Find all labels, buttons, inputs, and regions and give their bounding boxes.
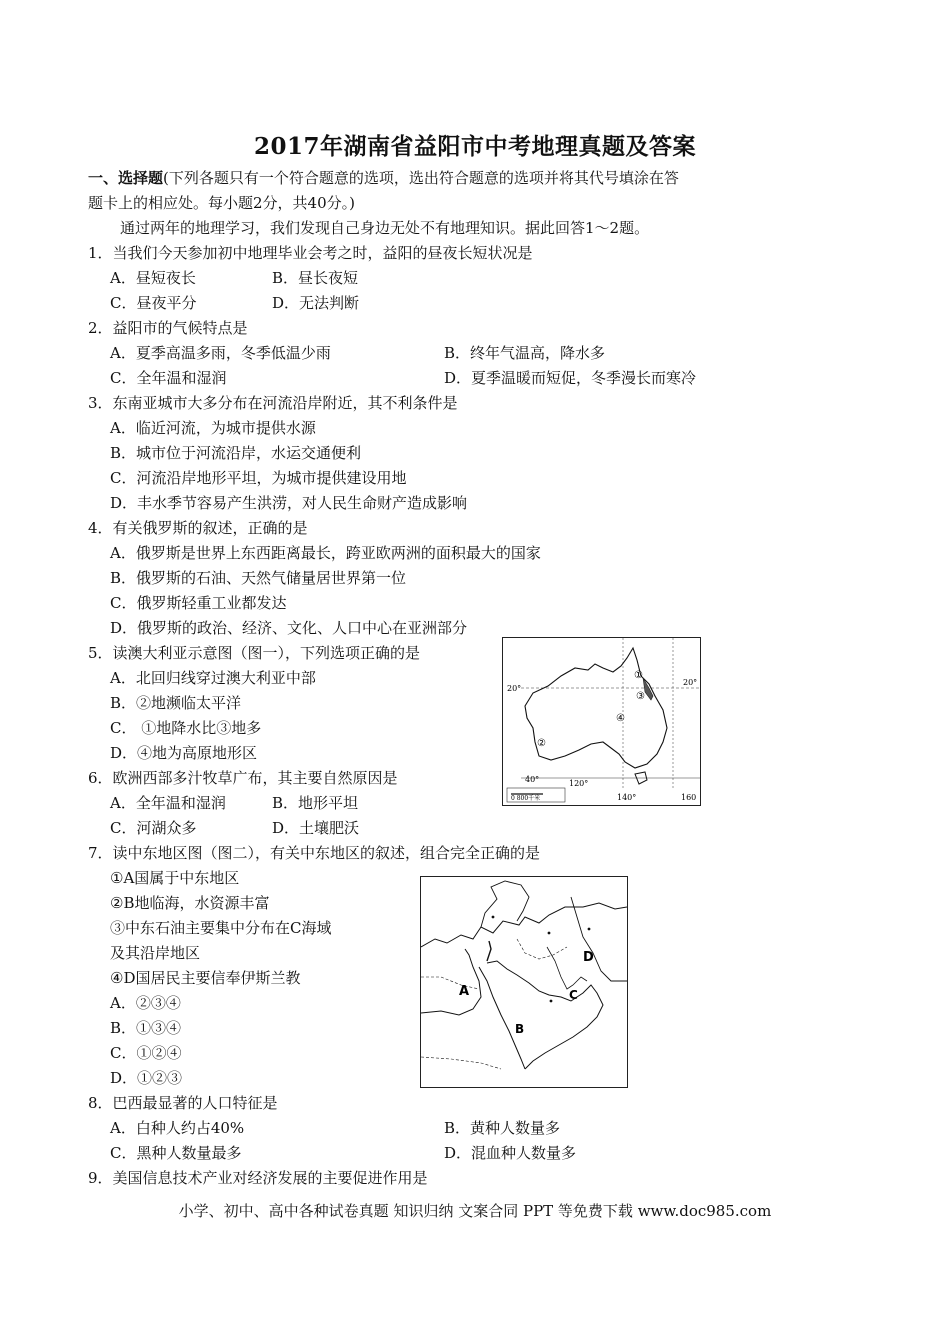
q2-option-d: D．夏季温暖而短促，冬季漫长而寒冷 [444, 369, 697, 387]
q4-option-b: B．俄罗斯的石油、天然气储量居世界第一位 [110, 569, 407, 587]
map1-label-1: ① [634, 670, 643, 681]
page-footer: 小学、初中、高中各种试卷真题 知识归纳 文案合同 PPT 等免费下载 www.doc985.com [178, 1202, 772, 1220]
q5-option-a: A．北回归线穿过澳大利亚中部 [110, 669, 316, 687]
section-instruction-2: 题卡上的相应处。每小题2分，共40分。) [88, 194, 355, 212]
q2-stem: 2．益阳市的气候特点是 [88, 319, 248, 337]
q8-option-b: B．黄种人数量多 [444, 1119, 561, 1137]
q2-option-c: C．全年温和湿润 [110, 369, 227, 387]
section-heading: 一、选择题 [88, 169, 164, 187]
map2-label-d: D [583, 950, 594, 965]
q6-option-a: A．全年温和湿润 [110, 794, 226, 812]
map2-label-c: C [569, 988, 578, 1002]
q7-stem: 7．读中东地区图（图二），有关中东地区的叙述，组合完全正确的是 [88, 844, 541, 862]
q4-option-c: C．俄罗斯轻重工业都发达 [110, 594, 287, 612]
q1-stem: 1．当我们今天参加初中地理毕业会考之时，益阳的昼夜长短状况是 [88, 244, 533, 262]
q3-option-d: D．丰水季节容易产生洪涝，对人民生命财产造成影响 [110, 494, 468, 512]
q2-option-b: B．终年气温高，降水多 [444, 344, 606, 362]
q8-stem: 8．巴西最显著的人口特征是 [88, 1094, 278, 1112]
map2-label-a: A [459, 984, 470, 999]
q3-stem: 3．东南亚城市大多分布在河流沿岸附近，其不利条件是 [88, 394, 458, 412]
q6-option-d: D．土壤肥沃 [272, 819, 360, 837]
map1-lat-20-left: 20° [507, 684, 522, 693]
australia-map-figure [503, 638, 700, 805]
q8-option-a: A．白种人约占40% [110, 1119, 245, 1137]
q7-option-a: A．②③④ [110, 994, 181, 1012]
middle-east-map-figure [421, 877, 627, 1087]
map1-lon-120: 120° [569, 779, 589, 788]
q5-option-d: D．④地为高原地形区 [110, 744, 258, 762]
section-instruction-1: (下列各题只有一个符合题意的选项，选出符合题意的选项并将其代号填涂在答 [163, 169, 679, 187]
q1-option-b: B．昼长夜短 [272, 269, 359, 287]
q1-option-c: C．昼夜平分 [110, 294, 197, 312]
q9-stem: 9．美国信息技术产业对经济发展的主要促进作用是 [88, 1169, 428, 1187]
q8-option-d: D．混血种人数量多 [444, 1144, 577, 1162]
map1-scale: 0 800千米 [511, 795, 541, 802]
q6-stem: 6．欧洲西部多汁牧草广布，其主要自然原因是 [88, 769, 398, 787]
q7-option-c: C．①②④ [110, 1044, 182, 1062]
q7-option-d: D．①②③ [110, 1069, 183, 1087]
q7-option-b: B．①③④ [110, 1019, 182, 1037]
middle-east-map [420, 876, 628, 1088]
map1-lat-20-right: 20° [683, 678, 698, 687]
map1-lon-160: 160 [681, 793, 697, 802]
q6-option-b: B．地形平坦 [272, 794, 359, 812]
q4-option-d: D．俄罗斯的政治、经济、文化、人口中心在亚洲部分 [110, 619, 468, 637]
q4-stem: 4．有关俄罗斯的叙述，正确的是 [88, 519, 308, 537]
q4-option-a: A．俄罗斯是世界上东西距离最长，跨亚欧两洲的面积最大的国家 [110, 544, 541, 562]
q7-statement-1: ①A国属于中东地区 [110, 869, 240, 887]
map1-label-4: ④ [616, 713, 625, 724]
q2-option-a: A．夏季高温多雨，冬季低温少雨 [110, 344, 331, 362]
q7-statement-3a: ③中东石油主要集中分布在C海域 [110, 919, 332, 937]
q5-option-b: B．②地濒临太平洋 [110, 694, 242, 712]
australia-map [502, 637, 701, 806]
q1-option-a: A．昼短夜长 [110, 269, 196, 287]
q5-option-c: C． ①地降水比③地多 [110, 719, 262, 737]
section-header [88, 168, 679, 188]
q7-statement-2: ②B地临海，水资源丰富 [110, 894, 270, 912]
map1-lon-140: 140° [617, 793, 637, 802]
q3-option-b: B．城市位于河流沿岸，水运交通便利 [110, 444, 362, 462]
q6-option-c: C．河湖众多 [110, 819, 197, 837]
map1-lat-40: 40° [525, 775, 540, 784]
q1-option-d: D．无法判断 [272, 294, 360, 312]
q8-option-c: C．黑种人数量最多 [110, 1144, 242, 1162]
map1-label-3: ③ [636, 691, 645, 702]
q3-option-a: A．临近河流，为城市提供水源 [110, 419, 316, 437]
q3-option-c: C．河流沿岸地形平坦，为城市提供建设用地 [110, 469, 407, 487]
q7-statement-3b: 及其沿岸地区 [110, 944, 201, 962]
section-intro: 通过两年的地理学习，我们发现自己身边无处不有地理知识。据此回答1～2题。 [120, 219, 650, 237]
map2-label-b: B [515, 1022, 525, 1036]
page-title: 2017年湖南省益阳市中考地理真题及答案 [253, 133, 696, 160]
q5-stem: 5．读澳大利亚示意图（图一），下列选项正确的是 [88, 644, 421, 662]
q7-statement-4: ④D国居民主要信奉伊斯兰教 [110, 969, 301, 987]
map1-label-2: ② [537, 738, 546, 749]
